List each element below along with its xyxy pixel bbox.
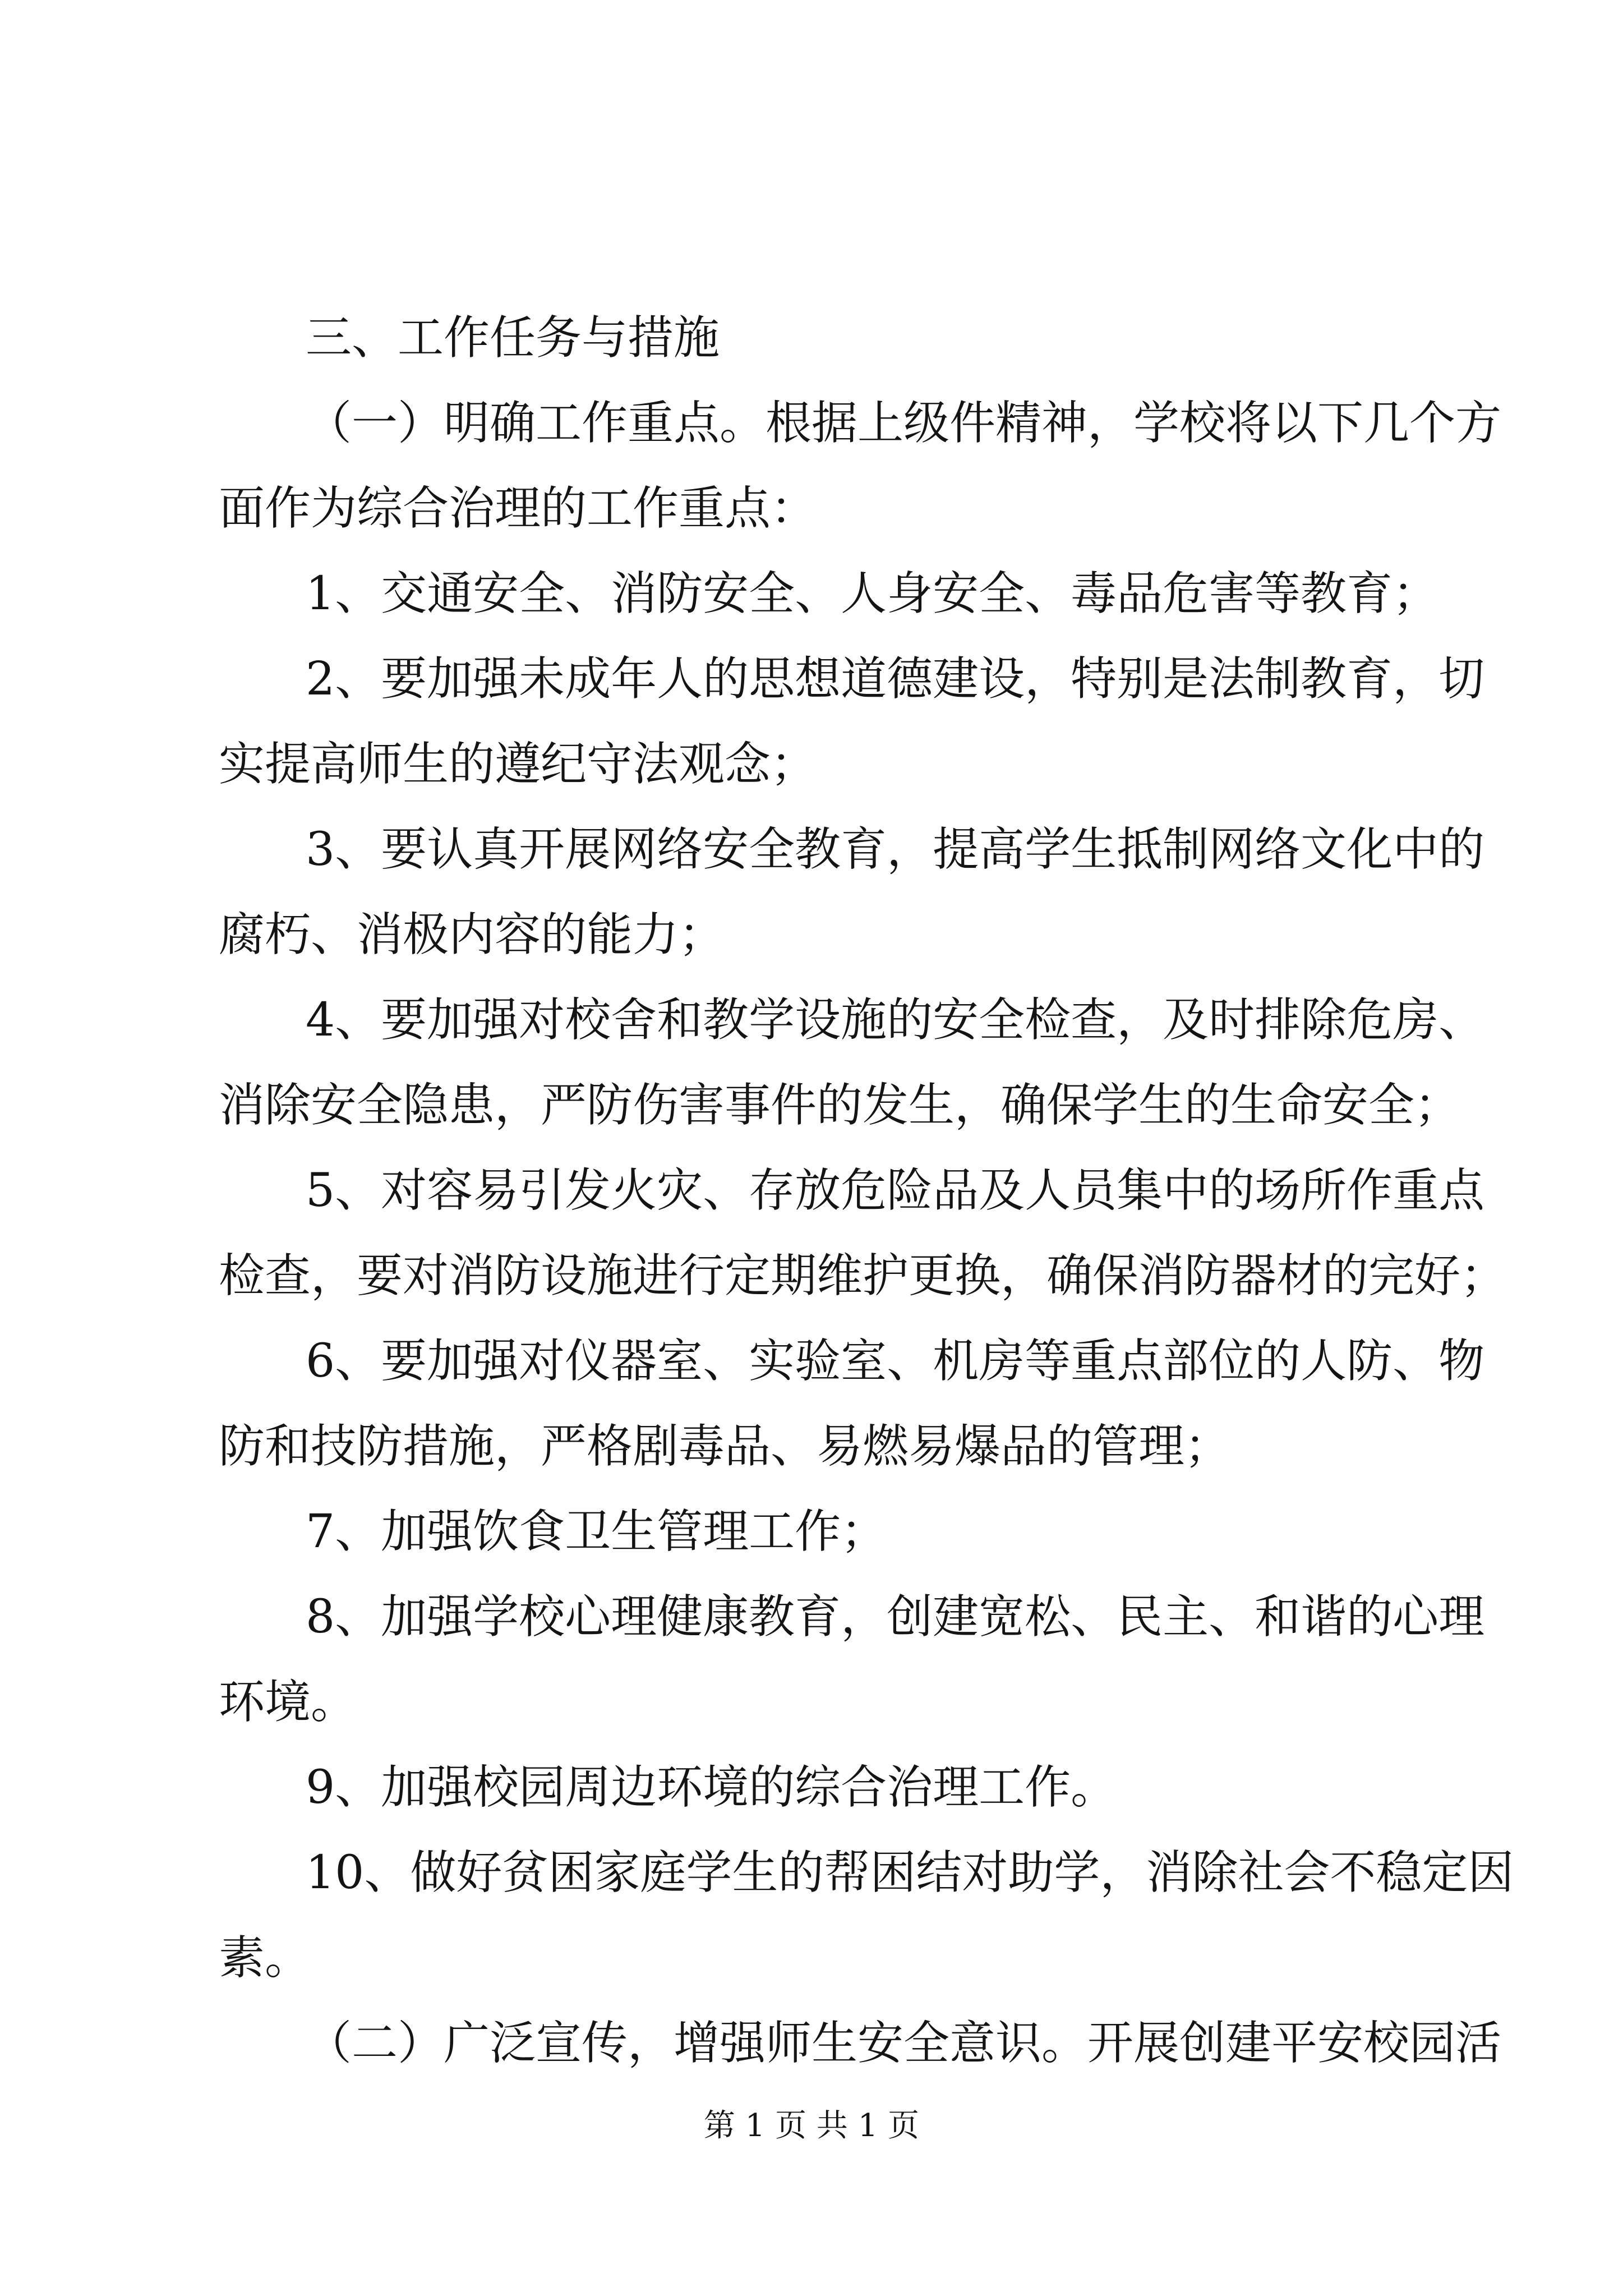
paragraph-line: 检查，要对消防设施进行定期维护更换，确保消防器材的完好； [219,1249,1507,1303]
list-item: 1、交通安全、消防安全、人身安全、毒品危害等教育； [306,567,1439,620]
paragraph-line: 素。 [219,1931,311,1985]
list-item: 7、加强饮食卫生管理工作； [306,1505,887,1558]
page-footer: 第 1 页 共 1 页 [703,2108,920,2144]
paragraph-line: （一）明确工作重点。根据上级件精神，学校将以下几个方 [306,397,1502,450]
paragraph-line: 面作为综合治理的工作重点： [219,482,817,535]
list-item: 10、做好贫困家庭学生的帮困结对助学，消除社会不稳定因 [306,1846,1514,1899]
list-item: 5、对容易引发火灾、存放危险品及人员集中的场所作重点 [306,1164,1485,1217]
list-item: 3、要认真开展网络安全教育，提高学生抵制网络文化中的 [306,823,1485,876]
list-item: 4、要加强对校舍和教学设施的安全检查，及时排除危房、 [306,993,1485,1047]
paragraph-line: 环境。 [219,1676,357,1729]
list-item: 6、要加强对仪器室、实验室、机房等重点部位的人防、物 [306,1335,1485,1388]
list-item: 2、要加强未成年人的思想道德建设，特别是法制教育，切 [306,652,1485,706]
list-item: 8、加强学校心理健康教育，创建宽松、民主、和谐的心理 [306,1590,1485,1644]
paragraph-line: 腐朽、消极内容的能力； [219,908,725,961]
list-item: 9、加强校园周边环境的综合治理工作。 [306,1761,1117,1814]
paragraph-line: 实提高师生的遵纪守法观念； [219,738,817,791]
section-heading: 三、工作任务与措施 [306,311,720,365]
paragraph-line: 防和技防措施，严格剧毒品、易燃易爆品的管理； [219,1420,1231,1473]
paragraph-line: 消除安全隐患，严防伤害事件的发生，确保学生的生命安全； [219,1079,1461,1132]
subsection-heading: （二）广泛宣传，增强师生安全意识。开展创建平安校园活 [306,2017,1502,2070]
